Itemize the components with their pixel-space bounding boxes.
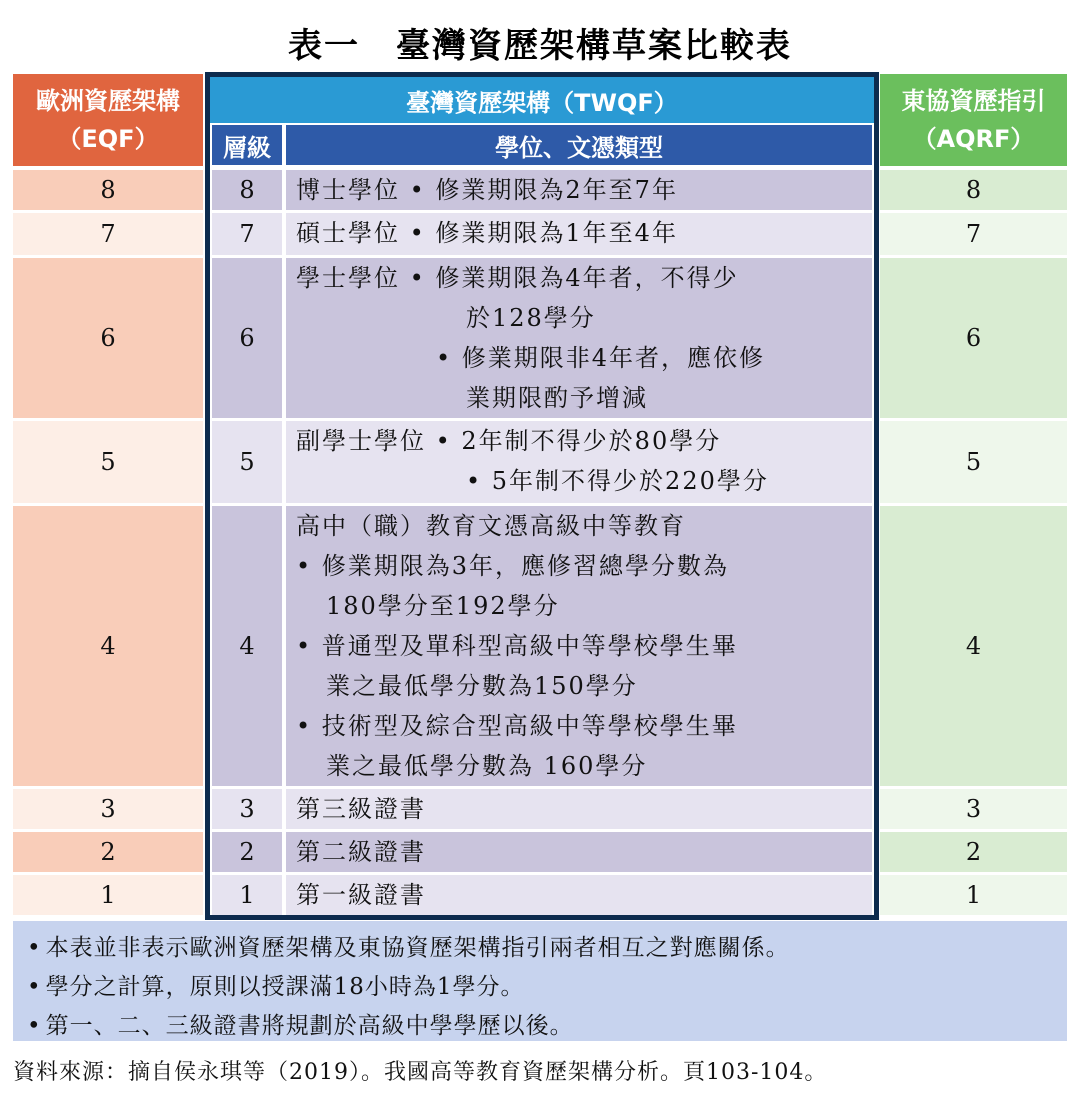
aqrf-cell: 2 — [880, 832, 1067, 872]
type-line: 180學分至192學分 — [326, 592, 560, 620]
note-item: • 學分之計算，原則以授課滿18小時為1學分。 — [27, 974, 525, 1000]
type-line: 碩士學位 • 修業期限為1年至4年 — [296, 219, 678, 247]
type-line: • 修業期限非4年者，應依修 — [436, 344, 766, 372]
aqrf-header-line2: （AQRF） — [912, 125, 1035, 153]
eqf-cell: 4 — [13, 506, 203, 786]
notes-box — [13, 921, 1067, 1041]
twqf-header: 臺灣資歷架構（TWQF） — [210, 77, 874, 123]
type-line: • 技術型及綜合型高級中等學校學生畢 — [296, 712, 738, 740]
aqrf-header-line1: 東協資歷指引 — [901, 87, 1046, 115]
eqf-header-line2: （EQF） — [57, 125, 159, 153]
level-cell: 4 — [212, 506, 282, 786]
type-line: 副學士學位 • 2年制不得少於80學分 — [296, 427, 722, 455]
type-line: 業之最低學分數為 160學分 — [326, 752, 648, 780]
type-line: 業之最低學分數為150學分 — [326, 672, 638, 700]
page-title: 表一 臺灣資歷架構草案比較表 — [288, 26, 792, 66]
type-line: • 5年制不得少於220學分 — [466, 467, 769, 495]
aqrf-cell: 6 — [880, 258, 1067, 418]
eqf-cell: 1 — [13, 875, 203, 915]
source-note: 資料來源：摘自侯永琪等（2019）。我國高等教育資歷架構分析。頁103-104。 — [13, 1060, 828, 1085]
aqrf-cell: 4 — [880, 506, 1067, 786]
eqf-header — [13, 74, 203, 166]
type-header: 學位、文憑類型 — [286, 125, 872, 165]
aqrf-header — [880, 74, 1067, 166]
level-cell: 6 — [212, 258, 282, 418]
level-cell: 2 — [212, 832, 282, 872]
level-cell: 8 — [212, 170, 282, 210]
type-line: 第一級證書 — [296, 881, 426, 909]
level-cell: 3 — [212, 789, 282, 829]
twqf-frame — [205, 72, 879, 920]
type-line: • 普通型及單科型高級中等學校學生畢 — [296, 632, 738, 660]
type-line: 博士學位 • 修業期限為2年至7年 — [296, 176, 678, 204]
eqf-cell: 2 — [13, 832, 203, 872]
aqrf-cell: 1 — [880, 875, 1067, 915]
note-item: • 第一、二、三級證書將規劃於高級中學學歷以後。 — [27, 1013, 574, 1039]
type-line: 第三級證書 — [296, 795, 426, 823]
level-cell: 1 — [212, 875, 282, 915]
level-header: 層級 — [212, 125, 282, 165]
eqf-cell: 8 — [13, 170, 203, 210]
eqf-header-line1: 歐洲資歷架構 — [36, 87, 180, 115]
type-line: • 修業期限為3年，應修習總學分數為 — [296, 552, 730, 580]
type-line: 高中（職）教育文憑高級中等教育 — [296, 512, 686, 540]
eqf-cell: 6 — [13, 258, 203, 418]
note-item: • 本表並非表示歐洲資歷架構及東協資歷架構指引兩者相互之對應關係。 — [27, 935, 790, 961]
eqf-cell: 5 — [13, 421, 203, 503]
aqrf-cell: 3 — [880, 789, 1067, 829]
level-cell: 7 — [212, 213, 282, 255]
type-line: 業期限酌予增減 — [466, 384, 648, 412]
type-line: 第二級證書 — [296, 838, 426, 866]
type-line: 於128學分 — [466, 304, 596, 332]
aqrf-cell: 5 — [880, 421, 1067, 503]
level-cell: 5 — [212, 421, 282, 503]
eqf-cell: 7 — [13, 213, 203, 255]
aqrf-cell: 7 — [880, 213, 1067, 255]
type-line: 學士學位 • 修業期限為4年者，不得少 — [296, 264, 739, 292]
aqrf-cell: 8 — [880, 170, 1067, 210]
eqf-cell: 3 — [13, 789, 203, 829]
